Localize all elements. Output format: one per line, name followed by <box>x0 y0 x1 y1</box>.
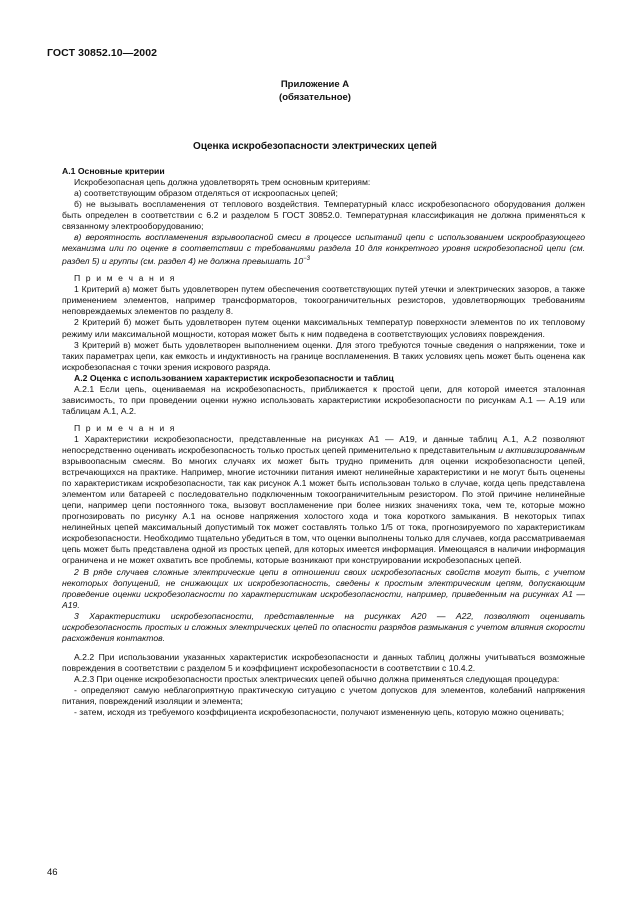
a1-heading: А.1 Основные критерии <box>62 166 165 176</box>
a1-item-c-text: в) вероятность воспламенения взрывоопасной смеси в процессе испытаний цепи с использованием искрообразующего механизма или по оценке в соответствии с требованиями раздела 10 для конкретного уровня искробезопасной цепи (см. раздел 5) и группы (см. раздел 4) не должна превышать 10 <box>62 232 585 267</box>
a2-dash-item-2: - затем, исходя из требуемого коэффициента искробезопасности, получают измененную цепь, которую можно оценивать; <box>74 707 564 718</box>
a2-note-2: 2 В ряде случаев сложные электрические цепи в отношении своих искробезопасных свойств могут быть, с учетом некоторых допущений, не снижающих их искробезопасность, сведены к простым электрическим цепям, допускающим проведение оценки искробезопасности по характеристикам искробезопасности, например, приведенным на рисунках А1 — А19. <box>62 566 585 610</box>
a1-item-b: б) не вызывать воспламенения от теплового воздействия. Температурный класс искробезопасного оборудования должен быть определен в соответствии с 6.2 и разделом 5 ГОСТ 30852.0. Температурная классификация не должна применяться к связанному электрооборудованию; <box>62 199 585 232</box>
a1-notes-label: П р и м е ч а н и я <box>74 273 177 284</box>
section-title: Оценка искробезопасности электрических цепей <box>193 141 437 152</box>
document-header-code: ГОСТ 30852.10—2002 <box>47 47 158 59</box>
appendix-status: (обязательное) <box>279 92 351 103</box>
a1-item-a: а) соответствующим образом отделяться от искроопасных цепей; <box>74 188 338 199</box>
a2-note-1-rest: взрывоопасным смесям. Во многих случаях их может быть трудно применить для оценки искробезопасности цепей, встречающихся на практике. Например, многие источники питания имеют нелинейные характеристики и не могут быть оценены по характеристикам искробезопасности, так как рисунок А.1 может быть использован только в случае, когда цепь представлена элементом или батареей с последовательно подключенным токоограничительным резистором. По этой причине нелинейные цепи, например цепи постоянного тока, вызовут воспламенение при более низких значениях тока, чем те, которые можно прогнозировать по рисунку А.1 на основе напряжения холостого хода и тока короткого замыкания. В некоторых типах нелинейных цепей максимальный допустимый ток может составлять только 1/5 от тока, прогнозируемого по характеристикам искробезопасности. Необходимо тщательно убедиться в том, что оценки выполнены только для случаев, когда рассматриваемая цепь может быть представлена одной из простых цепей, для которых имеется информация. Имеющаяся в наличии информация ограничена и не может охватить все проблемы, которые возникают при конструировании искробезопасных цепей. <box>62 456 585 566</box>
a1-intro: Искробезопасная цепь должна удовлетворять трем основным критериям: <box>74 177 371 188</box>
a1-item-c-exponent: −3 <box>303 256 310 263</box>
a2-paragraph-3: А.2.3 При оценке искробезопасности простых электрических цепей обычно должна применяться следующая процедура: <box>74 673 560 684</box>
document-body <box>62 166 585 718</box>
a2-notes-label: П р и м е ч а н и я <box>74 422 177 433</box>
a1-note-1: 1 Критерий а) может быть удовлетворен путем обеспечения соответствующих путей утечки и электрических зазоров, а также применением элементов, например трансформаторов, токоограничительных резисторов, удовлетворяющих требованиям неповреждаемых элементов по разделу 8. <box>62 284 585 317</box>
page-number: 46 <box>47 867 58 878</box>
a1-item-c <box>62 232 585 267</box>
a2-paragraph-2: А.2.2 При использовании указанных характеристик искробезопасности и данных таблиц должны учитываться возможные повреждения в соответствии с разделом 5 и коэффициент искробезопасности в соответствии с 10.4.2. <box>62 651 585 673</box>
a1-note-2: 2 Критерий б) может быть удовлетворен путем оценки максимальных температур поверхности элементов по их тепловому режиму или максимальной мощности, которая может быть к ним подведена в соответствующих условиях повреждения. <box>62 317 585 339</box>
a2-heading: А.2 Оценка с использованием характеристик искробезопасности и таблиц <box>74 372 394 383</box>
a2-note-3: 3 Характеристики искробезопасности, представленные на рисунках А20 — А22, позволяют оценивать искробезопасность простых и сложных электрических цепей по опасности разрядов размыкания с учетом влияния скорости расхождения контактов. <box>62 610 585 643</box>
a2-note-1-start: 1 Характеристики искробезопасности, представленные на рисунках А1 — А19, и данные таблиц А.1, А.2 позволяют непосредственно оценивать искробезопасность только простых цепей применительно к представительным <box>62 433 585 455</box>
a2-note-1-italic: и активизированным <box>498 445 586 455</box>
a2-note-1 <box>62 434 585 567</box>
appendix-label: Приложение А <box>280 79 350 90</box>
a2-paragraph-1: А.2.1 Если цепь, оцениваемая на искробезопасность, приближается к простой цепи, для которой имеется эталонная зависимость, то при проведении оценки нужно использовать характеристики искробезопасности по рисункам А.1 — А.19 или таблицам А.1, А.2. <box>62 383 585 416</box>
a2-dash-item-1: - определяют самую неблагоприятную практическую ситуацию с учетом допусков для элементов, колебаний напряжения питания, повреждений изоляции и элемента; <box>62 684 585 707</box>
a1-note-3: 3 Критерий в) может быть удовлетворен выполнением оценки. Для этого требуются точные сведения о напряжении, токе и таких параметрах цепи, как емкость и индуктивность на границе воспламенения. В таких условиях цепь может быть оценена как искробезопасная с точки зрения искрового разряда. <box>62 339 585 372</box>
